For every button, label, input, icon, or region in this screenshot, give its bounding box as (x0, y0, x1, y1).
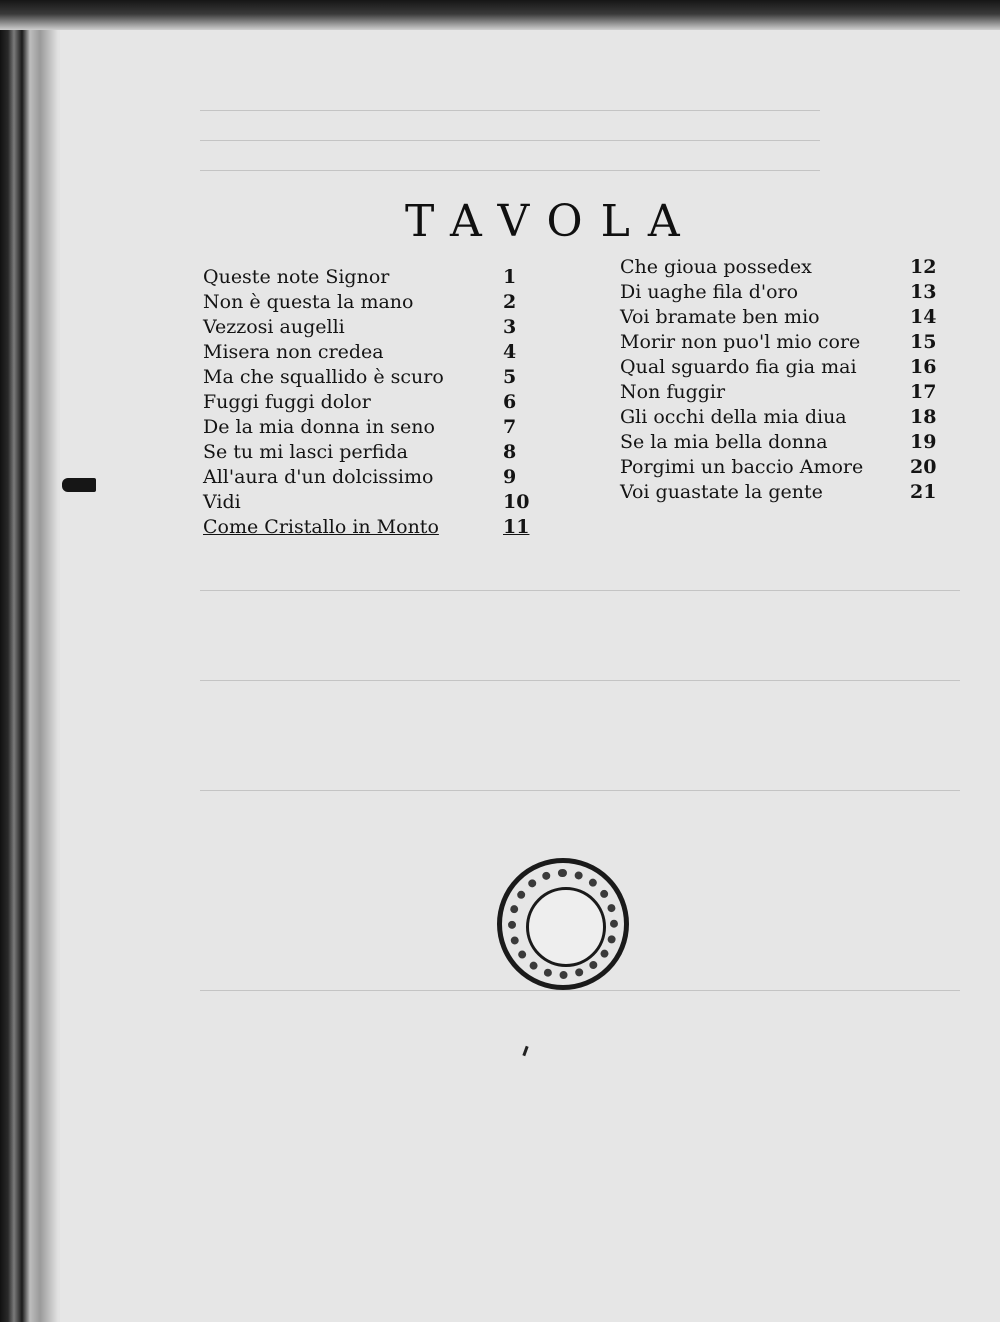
entry-page: 21 (910, 481, 937, 503)
entry-title: Se tu mi lasci perfida (203, 441, 408, 463)
pointing-hand-mark (62, 478, 96, 492)
entry-title: Voi guastate la gente (620, 481, 823, 503)
entry-page: 20 (910, 456, 937, 478)
bleed-staff-line (200, 140, 820, 141)
entry-page: 17 (910, 381, 937, 403)
entry-title: Gli occhi della mia diua (620, 406, 847, 428)
entry-page: 12 (910, 256, 937, 278)
entry-page: 14 (910, 306, 937, 328)
entry-title: Porgimi un baccio Amore (620, 456, 864, 478)
entry-title: Voi bramate ben mio (620, 306, 820, 328)
bleed-staff-line (200, 110, 820, 111)
entry-page: 3 (503, 316, 517, 338)
bleed-staff-line (200, 680, 960, 681)
entry-page: 16 (910, 356, 937, 378)
entry-page: 11 (503, 516, 530, 538)
entry-title: De la mia donna in seno (203, 416, 435, 438)
entry-title: Non fuggir (620, 381, 726, 403)
entry-page: 5 (503, 366, 517, 388)
stamp-center (526, 887, 606, 967)
page-heading: TAVOLA (405, 196, 698, 247)
entry-page: 15 (910, 331, 937, 353)
entry-title: Morir non puo'l mio core (620, 331, 861, 353)
entry-title: Vezzosi augelli (203, 316, 345, 338)
entry-page: 19 (910, 431, 937, 453)
entry-title: Se la mia bella donna (620, 431, 828, 453)
bleed-staff-line (200, 590, 960, 591)
entry-page: 13 (910, 281, 937, 303)
entry-page: 18 (910, 406, 937, 428)
book-binding (0, 0, 60, 1322)
entry-page: 4 (503, 341, 517, 363)
bleed-staff-line (200, 790, 960, 791)
entry-title: Di uaghe fila d'oro (620, 281, 799, 303)
entry-title: Misera non credea (203, 341, 384, 363)
entry-title: Ma che squallido è scuro (203, 366, 444, 388)
entry-title: Vidi (203, 491, 241, 513)
entry-title: Qual sguardo fia gia mai (620, 356, 857, 378)
entry-title: Che gioua possedex (620, 256, 812, 278)
entry-page: 9 (503, 466, 517, 488)
library-stamp (497, 858, 629, 990)
entry-page: 6 (503, 391, 517, 413)
entry-page: 10 (503, 491, 530, 513)
bleed-staff-line (200, 990, 960, 991)
entry-title: Queste note Signor (203, 266, 390, 288)
entry-title: Fuggi fuggi dolor (203, 391, 371, 413)
entry-title: Come Cristallo in Monto (203, 516, 439, 538)
entry-page: 1 (503, 266, 517, 288)
entry-title: Non è questa la mano (203, 291, 414, 313)
bleed-staff-line (200, 170, 820, 171)
entry-page: 7 (503, 416, 517, 438)
entry-title: All'aura d'un dolcissimo (203, 466, 434, 488)
entry-page: 2 (503, 291, 517, 313)
entry-page: 8 (503, 441, 517, 463)
page-top-edge (0, 0, 1000, 30)
